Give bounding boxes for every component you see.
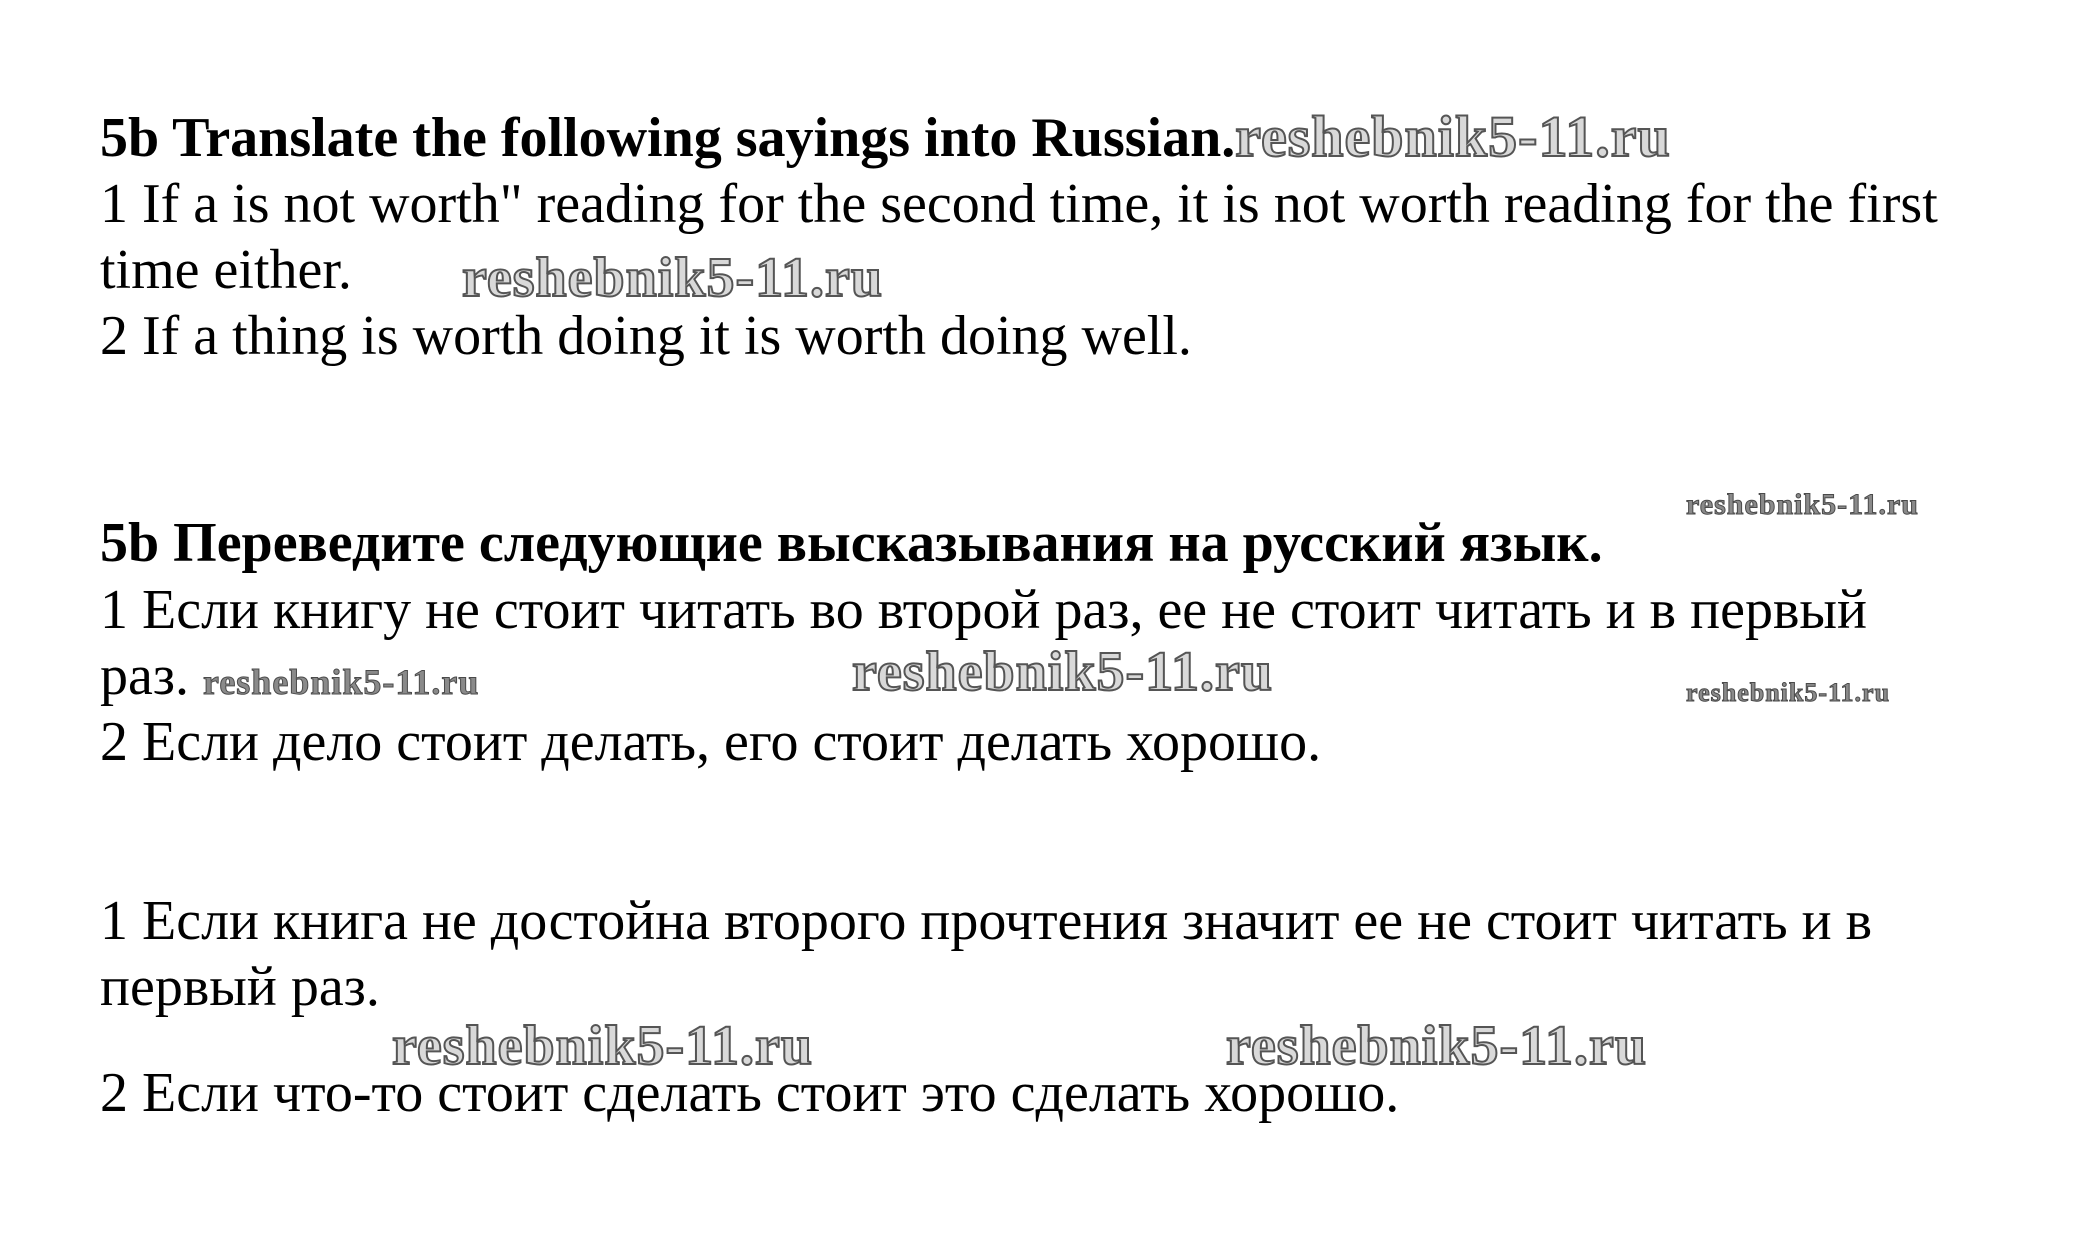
watermark: reshebnik5-11.ru	[852, 641, 1274, 703]
exercise-heading-en-text: 5b Translate the following sayings into Russian.	[100, 107, 1236, 169]
watermark: reshebnik5-11.ru	[1235, 104, 1671, 169]
watermark: reshebnik5-11.ru	[462, 247, 884, 309]
answer-1-cont: первый раз.	[100, 956, 380, 1018]
saying-ru-2: 2 Если дело стоит делать, его стоит делать хорошо.	[100, 711, 1322, 773]
saying-en-1-cont: time either.	[100, 239, 352, 301]
watermark: reshebnik5-11.ru	[202, 662, 480, 702]
exercise-heading-en	[100, 104, 1671, 171]
exercise-heading-ru: 5b Переведите следующие высказывания на русский язык.	[100, 512, 1603, 574]
watermark: reshebnik5-11.ru	[1686, 678, 1891, 707]
answer-1: 1 Если книга не достойна второго прочтения значит ее не стоит читать и в	[100, 890, 1873, 952]
saying-ru-1: 1 Если книгу не стоит читать во второй раз, ее не стоит читать и в первый	[100, 579, 1867, 641]
saying-en-1: 1 If a is not worth" reading for the second time, it is not worth reading for the first	[100, 173, 1938, 235]
saying-ru-1-cont-text: раз.	[100, 645, 189, 707]
watermark: reshebnik5-11.ru	[392, 1015, 814, 1077]
watermark: reshebnik5-11.ru	[1226, 1015, 1648, 1077]
saying-ru-1-cont	[100, 643, 479, 715]
watermark: reshebnik5-11.ru	[1686, 488, 1919, 521]
saying-en-2: 2 If a thing is worth doing it is worth doing well.	[100, 305, 1192, 367]
answer-2: 2 Если что-то стоит сделать стоит это сделать хорошо.	[100, 1062, 1400, 1124]
